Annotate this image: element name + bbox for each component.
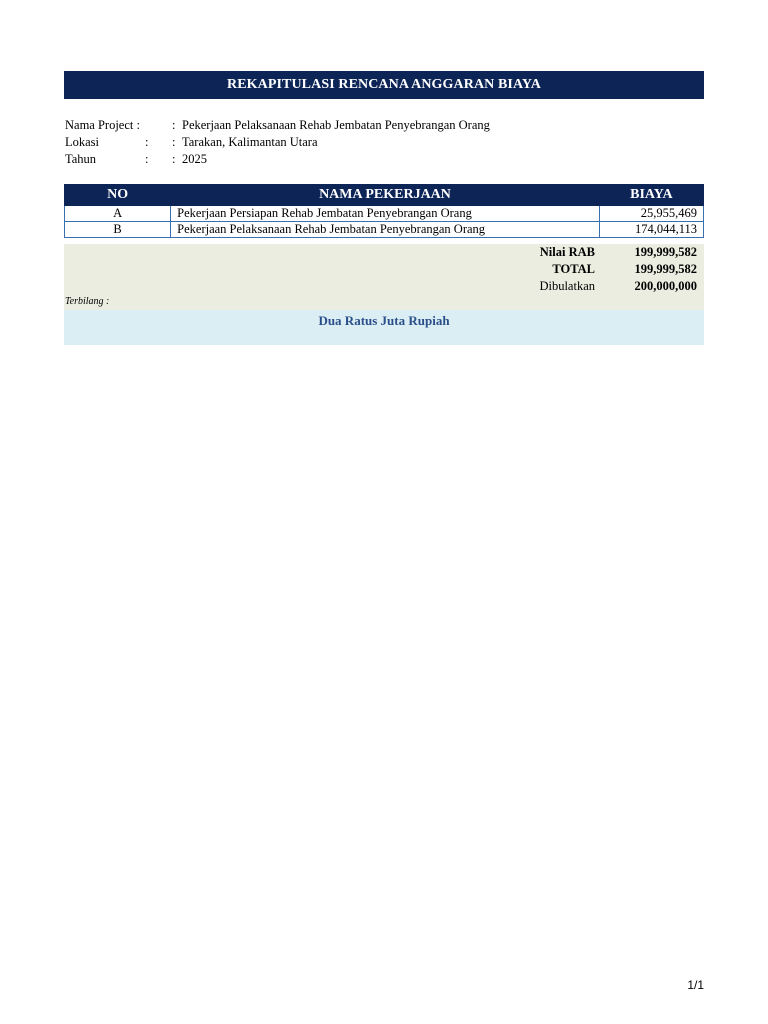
row-no: A <box>65 206 171 222</box>
tahun-info-row <box>65 151 490 168</box>
summary-block <box>64 244 704 310</box>
page-number: 1/1 <box>687 978 704 992</box>
dibulatkan-label: Dibulatkan <box>539 279 595 293</box>
row-nama-pekerjaan: Pekerjaan Persiapan Rehab Jembatan Penyebrangan Orang <box>171 206 600 222</box>
dibulatkan-row <box>64 279 704 296</box>
nilai-rab-label: Nilai RAB <box>539 245 595 259</box>
tahun-label: Tahun <box>65 152 97 166</box>
terbilang-label: Terbilang : <box>65 296 110 307</box>
lokasi-label: Lokasi <box>65 135 100 149</box>
row-nama-pekerjaan: Pekerjaan Pelaksanaan Rehab Jembatan Penyebrangan Orang <box>171 222 600 238</box>
total-row <box>64 262 704 279</box>
project-info <box>65 117 490 168</box>
tahun-separator: : <box>172 152 176 166</box>
rab-table <box>64 184 704 238</box>
terbilang-value: Dua Ratus Juta Rupiah <box>64 310 704 345</box>
lokasi-separator: : <box>172 135 176 149</box>
lokasi-colon: : <box>145 135 149 149</box>
row-biaya: 174,044,113 <box>599 222 703 238</box>
document-title: REKAPITULASI RENCANA ANGGARAN BIAYA <box>64 71 704 99</box>
nilai-rab-value: 199,999,582 <box>634 245 697 259</box>
row-biaya: 25,955,469 <box>599 206 703 222</box>
total-value: 199,999,582 <box>634 262 697 276</box>
header-biaya: BIAYA <box>599 185 703 206</box>
lokasi-info-row <box>65 134 490 151</box>
header-no: NO <box>65 185 171 206</box>
total-label: TOTAL <box>552 262 595 276</box>
tahun-colon: : <box>145 152 149 166</box>
table-header-row <box>65 185 704 206</box>
table-row <box>65 222 704 238</box>
row-no: B <box>65 222 171 238</box>
nilai-rab-row <box>64 245 704 262</box>
tahun-value: 2025 <box>182 152 207 166</box>
project-info-row <box>65 117 490 134</box>
project-separator: : <box>172 118 176 132</box>
lokasi-value: Tarakan, Kalimantan Utara <box>182 135 318 149</box>
project-label: Nama Project : <box>65 118 140 132</box>
project-value: Pekerjaan Pelaksanaan Rehab Jembatan Penyebrangan Orang <box>182 118 490 132</box>
table-row <box>65 206 704 222</box>
header-nama-pekerjaan: NAMA PEKERJAAN <box>171 185 600 206</box>
dibulatkan-value: 200,000,000 <box>634 279 697 293</box>
